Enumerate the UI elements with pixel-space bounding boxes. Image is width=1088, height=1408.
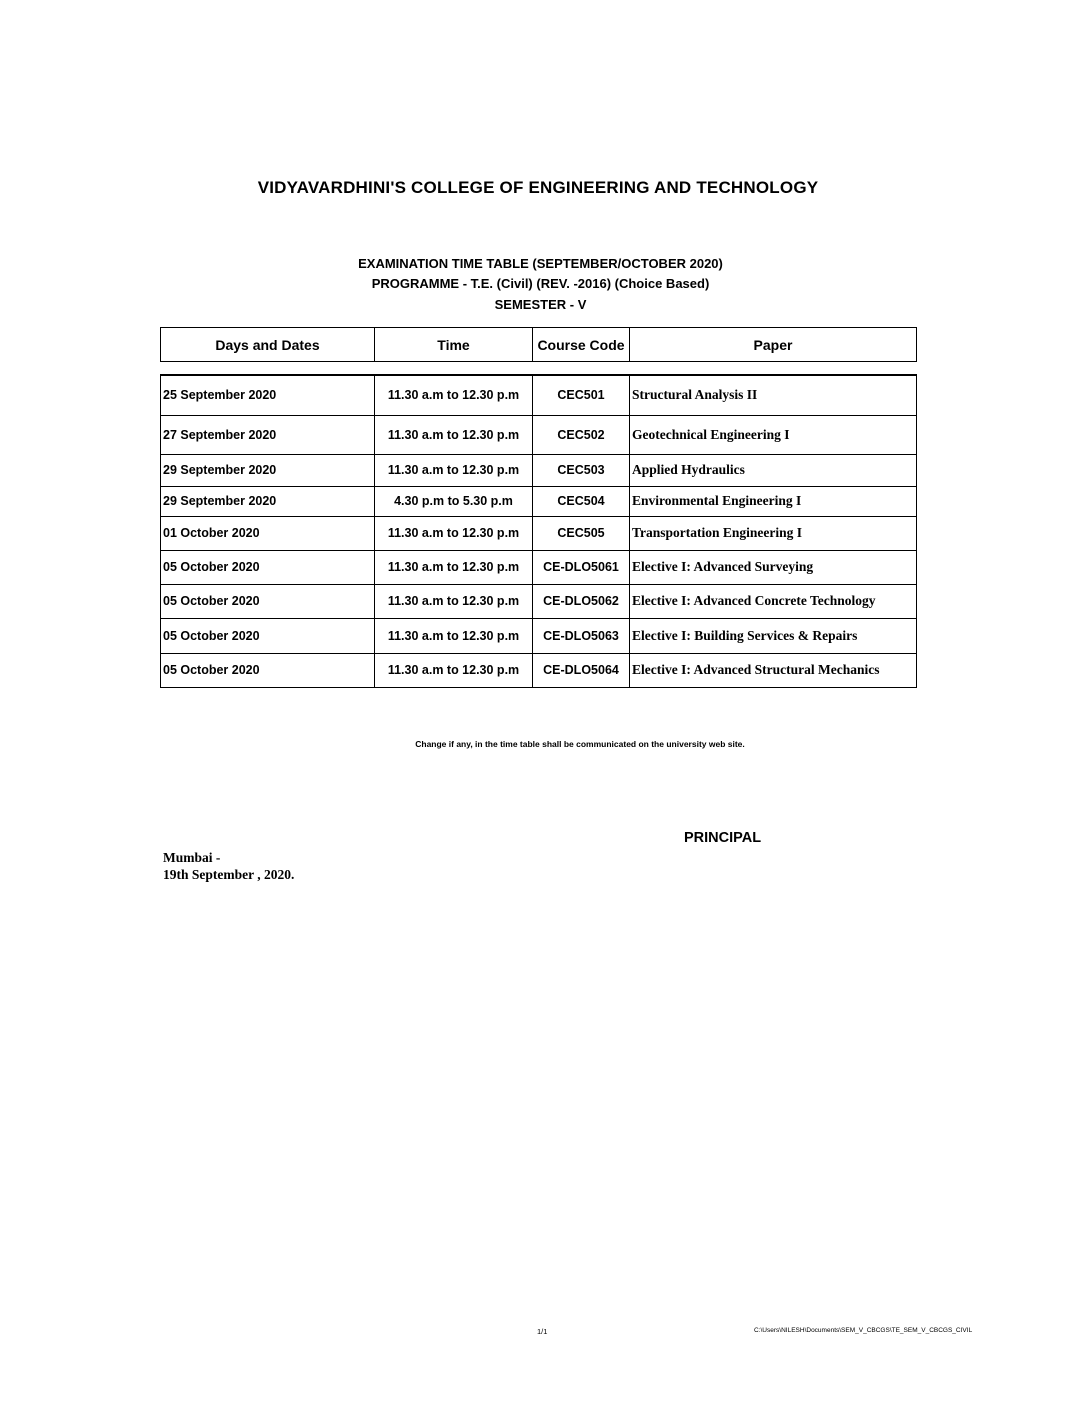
timetable-header <box>160 327 917 362</box>
timetable <box>160 374 917 688</box>
row-time: 4.30 p.m to 5.30 p.m <box>375 486 533 516</box>
row-time: 11.30 a.m to 12.30 p.m <box>375 454 533 486</box>
row-paper: Transportation Engineering I <box>630 516 917 550</box>
table-row <box>161 375 917 415</box>
row-course-code: CE-DLO5064 <box>533 653 630 687</box>
exam-title: EXAMINATION TIME TABLE (SEPTEMBER/OCTOBER 2020) <box>358 256 723 271</box>
table-row <box>161 454 917 486</box>
table-row <box>161 653 917 687</box>
row-date: 25 September 2020 <box>161 375 375 415</box>
row-date: 05 October 2020 <box>161 550 375 584</box>
row-date: 05 October 2020 <box>161 653 375 687</box>
row-date: 29 September 2020 <box>161 454 375 486</box>
row-course-code: CE-DLO5062 <box>533 584 630 618</box>
row-time: 11.30 a.m to 12.30 p.m <box>375 516 533 550</box>
row-paper: Elective I: Advanced Concrete Technology <box>630 584 917 618</box>
table-row <box>161 584 917 618</box>
row-paper: Elective I: Advanced Surveying <box>630 550 917 584</box>
row-time: 11.30 a.m to 12.30 p.m <box>375 550 533 584</box>
row-paper: Elective I: Building Services & Repairs <box>630 618 917 653</box>
college-title: VIDYAVARDHINI'S COLLEGE OF ENGINEERING AND TECHNOLOGY <box>257 178 819 197</box>
change-notice: Change if any, in the time table shall be communicated on the university web site. <box>415 739 745 749</box>
table-row <box>161 550 917 584</box>
principal-signature: PRINCIPAL <box>684 830 762 846</box>
row-course-code: CEC502 <box>533 415 630 454</box>
semester-title: SEMESTER - V <box>494 297 587 312</box>
row-time: 11.30 a.m to 12.30 p.m <box>375 653 533 687</box>
page-number: 1/1 <box>537 1327 548 1336</box>
row-paper: Environmental Engineering I <box>630 486 917 516</box>
row-time: 11.30 a.m to 12.30 p.m <box>375 415 533 454</box>
column-header-course-code: Course Code <box>533 328 630 362</box>
row-paper: Elective I: Advanced Structural Mechanics <box>630 653 917 687</box>
row-date: 05 October 2020 <box>161 584 375 618</box>
row-course-code: CEC505 <box>533 516 630 550</box>
row-paper: Structural Analysis II <box>630 375 917 415</box>
table-row <box>161 516 917 550</box>
place-label: Mumbai - <box>163 850 221 865</box>
column-header-paper: Paper <box>630 328 917 362</box>
row-time: 11.30 a.m to 12.30 p.m <box>375 375 533 415</box>
row-date: 01 October 2020 <box>161 516 375 550</box>
row-course-code: CEC501 <box>533 375 630 415</box>
row-course-code: CEC504 <box>533 486 630 516</box>
row-course-code: CE-DLO5061 <box>533 550 630 584</box>
table-row <box>161 486 917 516</box>
row-course-code: CEC503 <box>533 454 630 486</box>
column-header-date: Days and Dates <box>161 328 375 362</box>
table-row <box>161 618 917 653</box>
issue-date: 19th September , 2020. <box>163 867 295 882</box>
row-date: 29 September 2020 <box>161 486 375 516</box>
row-time: 11.30 a.m to 12.30 p.m <box>375 618 533 653</box>
row-paper: Applied Hydraulics <box>630 454 917 486</box>
row-time: 11.30 a.m to 12.30 p.m <box>375 584 533 618</box>
column-header-time: Time <box>375 328 533 362</box>
row-date: 05 October 2020 <box>161 618 375 653</box>
programme-title: PROGRAMME - T.E. (Civil) (REV. -2016) (Choice Based) <box>371 276 710 291</box>
table-row <box>161 415 917 454</box>
row-paper: Geotechnical Engineering I <box>630 415 917 454</box>
file-path: C:\Users\NILESH\Documents\SEM_V_CBCGS\TE_SEM_V_CBCGS_CIVIL <box>754 1327 973 1334</box>
row-course-code: CE-DLO5063 <box>533 618 630 653</box>
header-row <box>161 328 917 362</box>
row-date: 27 September 2020 <box>161 415 375 454</box>
